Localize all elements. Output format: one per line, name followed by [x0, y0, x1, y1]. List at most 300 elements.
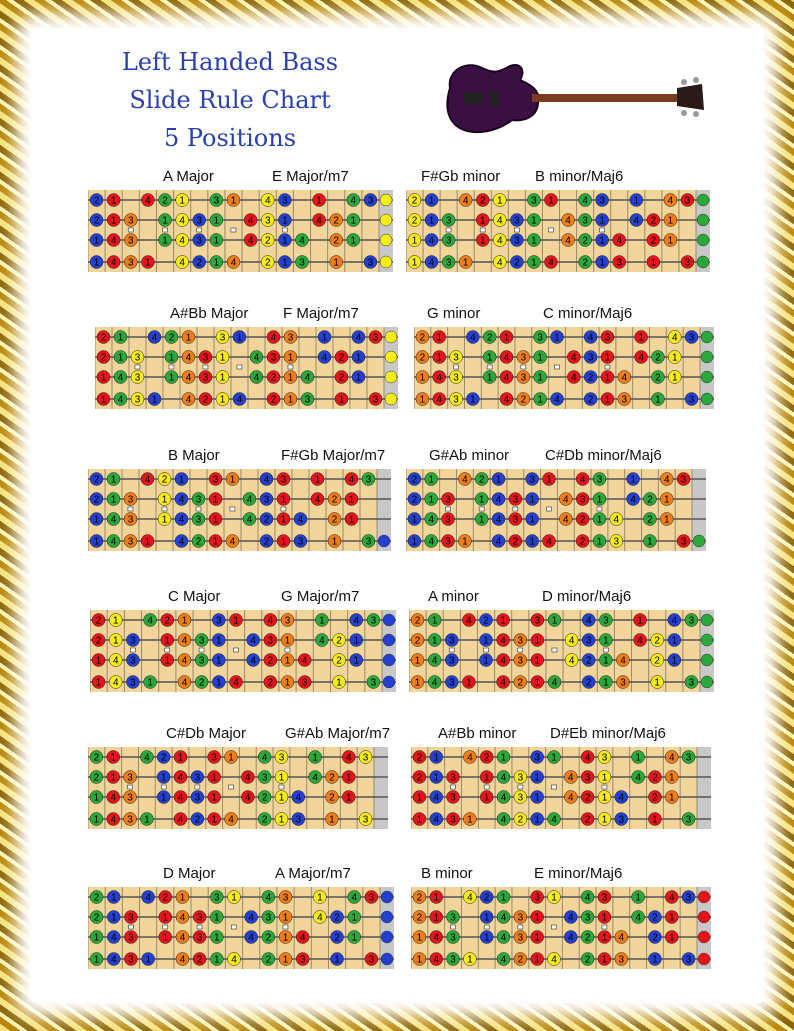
finger-number: 1: [144, 814, 150, 826]
fret-marker: [484, 785, 489, 789]
finger-number: 4: [112, 677, 119, 689]
finger-number: 3: [278, 752, 285, 764]
finger-number: 3: [128, 954, 134, 966]
finger-number: 3: [531, 195, 537, 207]
finger-number: 1: [671, 635, 678, 647]
fretboard-diagram: [88, 747, 388, 829]
finger-number: 1: [145, 257, 151, 269]
finger-number: 4: [246, 494, 253, 506]
finger-number: 1: [428, 215, 435, 227]
finger-number: 1: [428, 494, 435, 506]
finger-number: 4: [671, 332, 678, 344]
finger-number: 4: [563, 514, 569, 526]
finger-number: 3: [688, 677, 695, 689]
finger-number: 2: [195, 536, 202, 548]
finger-number: 1: [93, 257, 100, 269]
finger-number: 3: [520, 352, 527, 364]
finger-number: 3: [196, 932, 203, 944]
finger-number: 1: [668, 792, 675, 804]
fret-marker: [479, 507, 484, 511]
fret-marker: [237, 365, 242, 369]
finger-number: 3: [517, 655, 524, 667]
finger-number: 2: [483, 892, 490, 904]
finger-number: 1: [110, 892, 117, 904]
finger-number: 3: [127, 814, 133, 826]
finger-number: 1: [503, 332, 510, 344]
finger-number: 1: [351, 912, 358, 924]
finger-number: 4: [177, 814, 184, 826]
finger-number: 2: [100, 352, 107, 364]
open-string-dot: [701, 351, 713, 363]
finger-number: 1: [546, 474, 552, 486]
finger-number: 1: [486, 372, 493, 384]
chord-label: G#Ab Major/m7: [285, 725, 391, 742]
finger-number: 1: [601, 932, 608, 944]
finger-number: 2: [93, 215, 100, 227]
finger-number: 4: [554, 394, 560, 406]
finger-number: 3: [130, 677, 136, 689]
finger-number: 4: [565, 215, 571, 227]
finger-number: 1: [601, 912, 608, 924]
finger-number: 4: [179, 215, 185, 227]
finger-number: 3: [267, 635, 274, 647]
finger-number: 1: [551, 892, 557, 904]
finger-number: 2: [264, 257, 271, 269]
finger-number: 3: [216, 615, 222, 627]
finger-number: 2: [520, 394, 527, 406]
finger-number: 4: [181, 677, 188, 689]
finger-number: 2: [263, 536, 270, 548]
finger-number: 3: [587, 352, 594, 364]
finger-number: 3: [584, 912, 591, 924]
finger-number: 4: [431, 677, 438, 689]
finger-number: 2: [196, 257, 203, 269]
fret-marker: [231, 228, 236, 232]
fret-marker: [484, 925, 489, 929]
finger-number: 3: [618, 814, 625, 826]
finger-number: 1: [603, 635, 609, 647]
finger-number: 4: [546, 536, 552, 548]
finger-number: 3: [127, 772, 133, 784]
finger-number: 2: [93, 772, 100, 784]
finger-number: 4: [117, 372, 124, 384]
finger-number: 3: [362, 752, 369, 764]
open-string-dot: [698, 953, 710, 965]
finger-number: 1: [554, 332, 560, 344]
finger-number: 3: [202, 372, 209, 384]
finger-number: 4: [500, 677, 506, 689]
finger-number: 4: [433, 814, 440, 826]
finger-number: 4: [350, 195, 357, 207]
finger-number: 1: [414, 655, 421, 667]
finger-number: 1: [353, 635, 360, 647]
finger-number: 1: [603, 655, 609, 667]
finger-number: 2: [652, 772, 658, 784]
finger-number: 4: [568, 932, 574, 944]
finger-number: 1: [231, 892, 237, 904]
finger-number: 4: [250, 635, 256, 647]
finger-number: 1: [478, 494, 485, 506]
fret-marker: [449, 648, 454, 652]
fret-marker: [514, 228, 519, 232]
finger-number: 1: [483, 792, 490, 804]
fretboard-diagram: [88, 190, 393, 272]
finger-number: 3: [195, 494, 202, 506]
finger-number: 1: [280, 514, 287, 526]
finger-number: 4: [587, 332, 594, 344]
finger-number: 1: [534, 954, 540, 966]
finger-number: 1: [483, 772, 490, 784]
finger-number: 3: [261, 772, 268, 784]
open-string-dot: [380, 256, 392, 268]
finger-number: 2: [261, 792, 268, 804]
finger-number: 2: [329, 772, 335, 784]
chord-label: C minor/Maj6: [543, 305, 633, 322]
finger-number: 4: [181, 655, 188, 667]
finger-number: 2: [585, 655, 592, 667]
finger-number: 1: [93, 954, 100, 966]
finger-number: 1: [329, 814, 335, 826]
finger-number: 1: [162, 912, 169, 924]
finger-number: 3: [128, 235, 134, 247]
fret-marker: [230, 507, 235, 511]
finger-number: 1: [667, 215, 674, 227]
finger-number: 3: [584, 772, 591, 784]
finger-number: 1: [228, 752, 234, 764]
finger-number: 3: [445, 494, 451, 506]
fret-marker: [285, 648, 290, 652]
finger-number: 4: [503, 372, 510, 384]
finger-number: 3: [128, 912, 134, 924]
open-string-dot: [693, 535, 705, 547]
finger-number: 1: [601, 814, 608, 826]
fret-marker: [546, 507, 551, 511]
finger-number: 4: [145, 892, 151, 904]
finger-number: 3: [196, 235, 203, 247]
open-string-dot: [701, 654, 713, 666]
finger-number: 2: [652, 932, 658, 944]
finger-number: 3: [128, 257, 134, 269]
finger-number: 1: [630, 474, 636, 486]
finger-number: 1: [282, 932, 289, 944]
fret-marker: [551, 785, 556, 789]
fret-marker: [128, 925, 133, 929]
nut: [374, 747, 388, 829]
finger-number: 1: [317, 892, 323, 904]
finger-number: 1: [316, 195, 322, 207]
finger-number: 3: [534, 892, 540, 904]
finger-number: 3: [603, 615, 609, 627]
chord-label: B Major: [168, 447, 220, 464]
finger-number: 1: [353, 655, 360, 667]
finger-number: 2: [93, 752, 100, 764]
finger-number: 1: [414, 677, 421, 689]
finger-number: 4: [613, 514, 620, 526]
finger-number: 4: [668, 752, 675, 764]
chord-label: F#Gb minor: [421, 168, 501, 185]
chord-label: G minor: [427, 305, 481, 322]
finger-number: 2: [93, 892, 100, 904]
finger-number: 4: [500, 932, 507, 944]
finger-number: 4: [500, 954, 507, 966]
finger-number: 1: [428, 195, 435, 207]
finger-number: 1: [411, 514, 418, 526]
finger-number: 1: [467, 814, 473, 826]
finger-number: 4: [177, 772, 184, 784]
fret-marker: [161, 785, 166, 789]
finger-number: 1: [219, 372, 226, 384]
finger-number: 1: [633, 195, 640, 207]
finger-number: 4: [467, 892, 473, 904]
open-string-dot: [381, 931, 393, 943]
chord-label: D minor/Maj6: [542, 588, 632, 605]
finger-number: 1: [100, 394, 107, 406]
fret-marker: [451, 785, 456, 789]
finger-number: 1: [278, 814, 285, 826]
finger-number: 1: [431, 615, 438, 627]
finger-number: 1: [534, 932, 540, 944]
finger-number: 3: [445, 536, 451, 548]
finger-number: 2: [652, 792, 658, 804]
finger-number: 3: [134, 352, 141, 364]
finger-number: 4: [621, 372, 628, 384]
finger-number: 1: [145, 954, 151, 966]
finger-number: 4: [299, 235, 305, 247]
finger-number: 4: [185, 394, 192, 406]
finger-number: 2: [411, 215, 418, 227]
finger-number: 1: [635, 752, 641, 764]
finger-number: 4: [667, 195, 674, 207]
finger-number: 1: [333, 257, 339, 269]
fretboard-diagram: [411, 887, 711, 969]
finger-number: 2: [647, 514, 653, 526]
finger-number: 2: [168, 332, 175, 344]
finger-number: 1: [355, 352, 362, 364]
finger-number: 1: [650, 257, 657, 269]
finger-number: 1: [467, 954, 473, 966]
open-string-dot: [385, 371, 397, 383]
finger-number: 1: [603, 677, 609, 689]
finger-number: 1: [284, 655, 291, 667]
finger-number: 1: [531, 235, 537, 247]
open-string-dot: [701, 614, 713, 626]
finger-number: 4: [245, 772, 251, 784]
finger-number: 1: [331, 536, 338, 548]
open-string-dot: [381, 911, 393, 923]
finger-number: 1: [655, 394, 661, 406]
finger-number: 1: [161, 494, 168, 506]
finger-number: 1: [93, 235, 100, 247]
open-string-dot: [383, 634, 395, 646]
finger-number: 4: [585, 615, 592, 627]
finger-number: 4: [110, 932, 117, 944]
finger-number: 4: [179, 257, 185, 269]
fret-marker: [480, 228, 485, 232]
finger-number: 4: [263, 474, 270, 486]
finger-number: 3: [616, 257, 623, 269]
finger-number: 3: [370, 677, 377, 689]
fret-marker: [554, 365, 559, 369]
finger-number: 2: [202, 394, 209, 406]
finger-number: 3: [582, 215, 588, 227]
finger-number: 4: [633, 215, 640, 227]
finger-number: 4: [584, 892, 591, 904]
finger-number: 3: [685, 892, 692, 904]
finger-number: 1: [162, 215, 168, 227]
finger-number: 1: [668, 772, 675, 784]
finger-number: 2: [654, 635, 660, 647]
finger-number: 4: [500, 655, 506, 667]
finger-number: 1: [338, 394, 345, 406]
finger-number: 2: [655, 352, 661, 364]
finger-number: 2: [93, 494, 100, 506]
finger-number: 4: [635, 772, 641, 784]
finger-number: 1: [160, 792, 167, 804]
finger-number: 3: [297, 536, 304, 548]
finger-number: 4: [503, 352, 510, 364]
finger-number: 3: [196, 912, 203, 924]
finger-number: 1: [671, 352, 678, 364]
finger-number: 3: [450, 912, 456, 924]
finger-number: 4: [246, 514, 253, 526]
finger-number: 1: [151, 394, 158, 406]
finger-number: 4: [110, 257, 117, 269]
finger-number: 1: [604, 372, 611, 384]
finger-number: 1: [117, 332, 124, 344]
finger-number: 2: [582, 257, 588, 269]
finger-number: 3: [301, 677, 308, 689]
finger-number: 4: [431, 655, 438, 667]
finger-number: 2: [416, 772, 423, 784]
finger-number: 4: [253, 352, 260, 364]
open-string-dot: [697, 256, 709, 268]
finger-number: 4: [250, 655, 256, 667]
chord-label: A#Bb minor: [438, 725, 517, 742]
fretboard-diagram: [95, 327, 398, 409]
finger-number: 3: [195, 514, 202, 526]
open-string-dot: [385, 351, 397, 363]
finger-number: 1: [431, 635, 438, 647]
open-string-dot: [380, 194, 392, 206]
finger-number: 1: [601, 772, 608, 784]
finger-number: 1: [350, 235, 357, 247]
finger-number: 2: [478, 474, 485, 486]
finger-number: 2: [411, 474, 418, 486]
finger-number: 1: [604, 352, 611, 364]
finger-number: 3: [680, 474, 687, 486]
fret-marker: [228, 785, 233, 789]
finger-number: 1: [654, 677, 660, 689]
finger-number: 1: [93, 536, 100, 548]
finger-number: 3: [517, 635, 524, 647]
finger-number: 3: [134, 372, 141, 384]
open-string-dot: [701, 634, 713, 646]
finger-number: 4: [462, 195, 469, 207]
finger-number: 1: [212, 536, 219, 548]
open-string-dot: [383, 676, 395, 688]
fret-marker: [518, 648, 523, 652]
finger-number: 1: [416, 932, 423, 944]
open-string-dot: [383, 654, 395, 666]
finger-number: 1: [213, 215, 220, 227]
fret-marker: [446, 228, 451, 232]
chord-label: D#Eb minor/Maj6: [550, 725, 666, 742]
finger-number: 1: [110, 195, 117, 207]
finger-number: 1: [497, 195, 503, 207]
finger-number: 3: [295, 814, 302, 826]
finger-number: 1: [179, 892, 186, 904]
finger-number: 4: [618, 932, 625, 944]
finger-number: 3: [450, 932, 456, 944]
finger-number: 4: [433, 954, 440, 966]
finger-number: 3: [514, 215, 520, 227]
finger-number: 2: [95, 615, 102, 627]
finger-number: 1: [667, 235, 674, 247]
fretboard-diagram: [88, 469, 391, 551]
finger-number: 1: [428, 474, 435, 486]
finger-number: 1: [483, 655, 489, 667]
finger-number: 1: [162, 932, 169, 944]
chord-label: A minor: [428, 588, 479, 605]
finger-number: 3: [537, 332, 543, 344]
finger-number: 1: [162, 235, 168, 247]
finger-number: 1: [212, 494, 219, 506]
chord-label: D Major: [163, 865, 216, 882]
chord-label: F Major/m7: [283, 305, 359, 322]
finger-number: 4: [145, 195, 151, 207]
finger-number: 2: [270, 372, 277, 384]
finger-number: 2: [587, 372, 594, 384]
finger-number: 3: [370, 615, 377, 627]
finger-number: 4: [248, 912, 254, 924]
finger-number: 1: [537, 394, 543, 406]
finger-number: 4: [500, 635, 506, 647]
fret-marker: [451, 925, 456, 929]
finger-number: 2: [95, 635, 102, 647]
finger-number: 1: [110, 772, 117, 784]
finger-number: 1: [534, 912, 540, 924]
finger-number: 4: [584, 752, 591, 764]
finger-number: 1: [214, 932, 220, 944]
finger-number: 1: [160, 772, 167, 784]
finger-number: 1: [211, 792, 217, 804]
finger-number: 1: [534, 655, 541, 667]
finger-number: 1: [219, 352, 226, 364]
finger-number: 4: [144, 752, 150, 764]
finger-number: 3: [450, 792, 456, 804]
finger-number: 1: [179, 195, 185, 207]
finger-number: 3: [128, 215, 134, 227]
chord-label: B minor/Maj6: [535, 168, 624, 185]
finger-number: 1: [479, 215, 486, 227]
finger-number: 2: [160, 752, 167, 764]
finger-number: 3: [194, 792, 201, 804]
finger-number: 1: [596, 536, 603, 548]
finger-number: 1: [278, 792, 285, 804]
finger-number: 3: [450, 954, 456, 966]
finger-number: 4: [571, 352, 577, 364]
finger-number: 3: [299, 954, 306, 966]
finger-number: 2: [93, 195, 100, 207]
finger-number: 2: [486, 332, 493, 344]
finger-number: 1: [416, 792, 423, 804]
finger-number: 4: [185, 372, 192, 384]
open-string-dot: [701, 676, 713, 688]
finger-number: 1: [419, 394, 426, 406]
finger-number: 4: [117, 394, 124, 406]
finger-number: 2: [579, 514, 586, 526]
finger-number: 1: [663, 514, 670, 526]
